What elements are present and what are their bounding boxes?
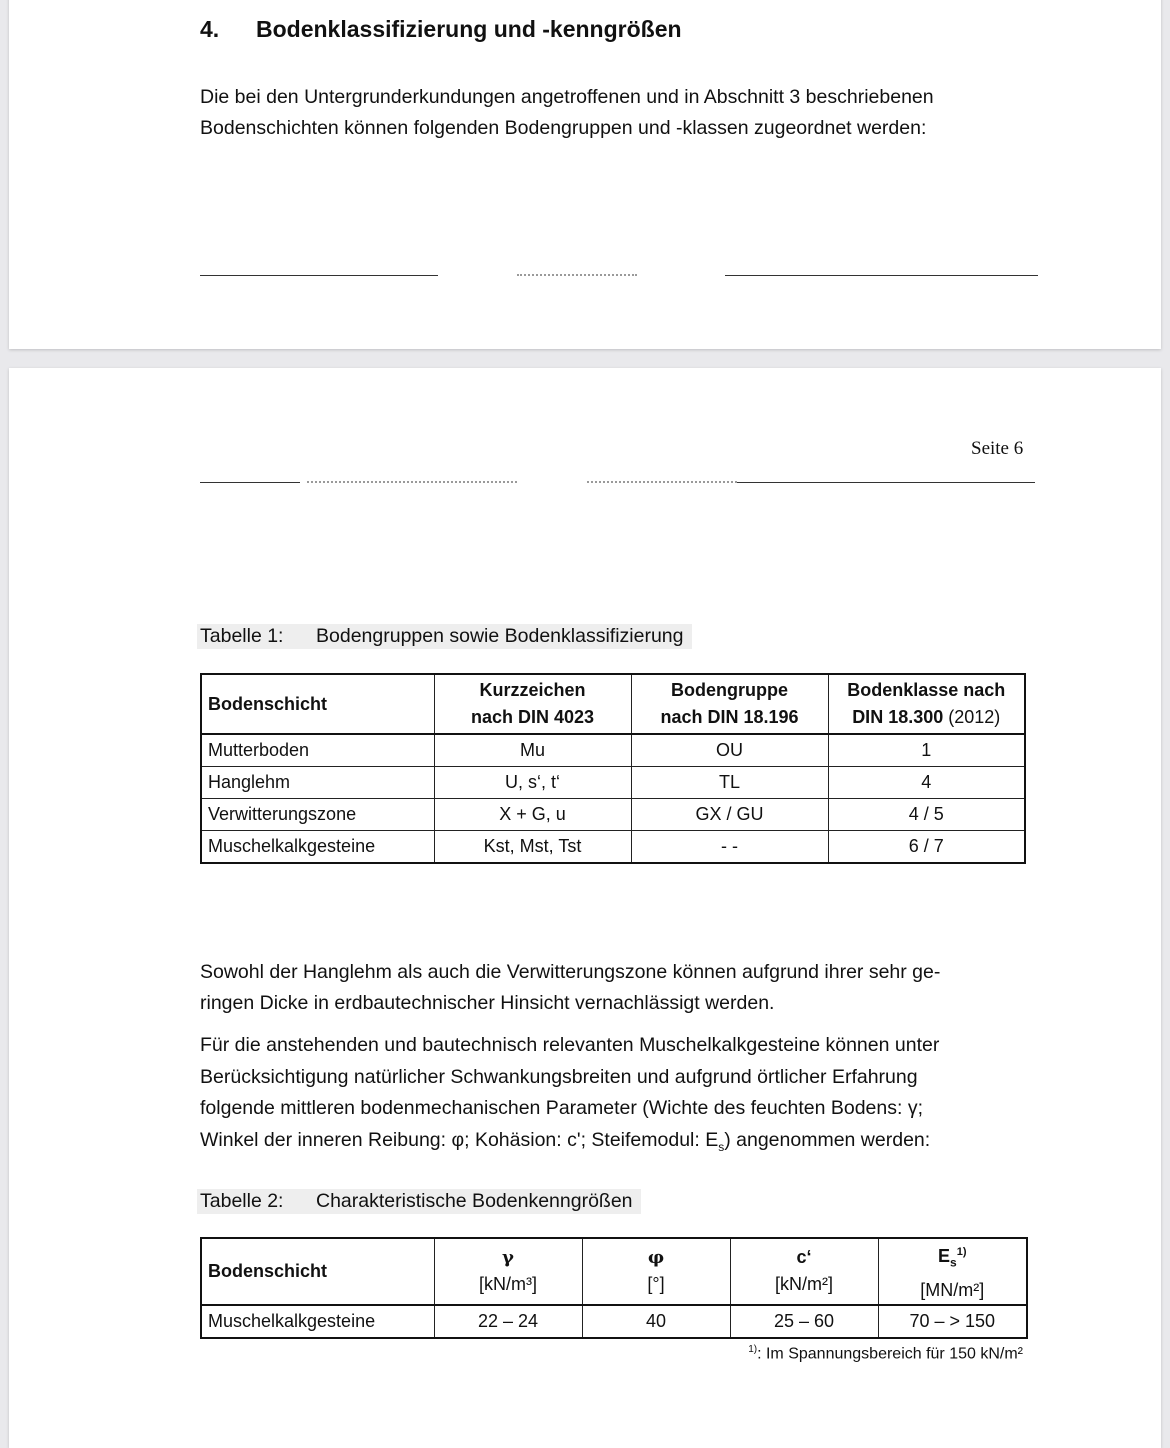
- soil-classification-table: [200, 673, 1026, 864]
- page-number: Seite 6: [971, 438, 1024, 459]
- cell-layer: Hanglehm: [201, 767, 434, 799]
- table1-caption-text: Bodengruppen sowie Bodenklassifizierung: [316, 625, 684, 647]
- intro-paragraph: [200, 82, 934, 143]
- table1-caption-label: Tabelle 1:: [200, 625, 284, 647]
- cell-group: TL: [631, 767, 828, 799]
- table2-footnote: $^{1)}$: Im Spannungsbereich für 150 kN/m²: [748, 1344, 1023, 1363]
- redacted-mark: [307, 481, 517, 483]
- document-page-5: [9, 0, 1161, 349]
- paragraph-line: Sowohl der Hanglehm als auch die Verwitterungszone können aufgrund ihrer sehr ge-: [200, 961, 941, 983]
- footer-rule: [200, 275, 438, 276]
- cell-cohesion: 25 – 60: [730, 1305, 878, 1338]
- paragraph-line: Berücksichtigung natürlicher Schwankungsbreiten und aufgrund örtlicher Erfahrung: [200, 1065, 918, 1088]
- cell-group: - -: [631, 831, 828, 864]
- table-row: [201, 734, 1025, 767]
- cell-layer: Muschelkalkgesteine: [201, 1305, 434, 1338]
- cell-code: Mu: [434, 734, 631, 767]
- table-header-row: [201, 1238, 1027, 1305]
- table2-caption: [197, 1189, 641, 1214]
- paragraph-line: Winkel der inneren Reibung: φ; Kohäsion: c'; Steifemodul: $E_s$) angenommen werden:: [200, 1128, 931, 1154]
- header-bodenschicht: Bodenschicht: [201, 1238, 434, 1305]
- paragraph-negligible-layers: [200, 957, 940, 1018]
- header-bodengruppe: Bodengruppe nach DIN 18.196: [631, 674, 828, 734]
- header-cohesion: c‘ [kN/m²]: [730, 1238, 878, 1305]
- header-modulus: $E_s^{1)}$ [MN/m²]: [878, 1238, 1027, 1305]
- intro-line: Die bei den Untergrunderkundungen angetroffenen und in Abschnitt 3 beschriebenen: [200, 86, 934, 108]
- section-number: 4.: [200, 16, 220, 42]
- paragraph-line: folgende mittleren bodenmechanischen Parameter (Wichte des feuchten Bodens: γ;: [200, 1097, 923, 1119]
- section-title: Bodenklassifizierung und -kenngrößen: [256, 16, 682, 42]
- soil-parameters-table: [200, 1237, 1028, 1339]
- redacted-mark: [587, 481, 737, 483]
- cell-layer: Verwitterungszone: [201, 799, 434, 831]
- redacted-mark: [517, 274, 637, 276]
- paragraph-line: Für die anstehenden und bautechnisch relevanten Muschelkalkgesteine können unter: [200, 1034, 940, 1056]
- section-heading: [200, 16, 682, 43]
- cell-group: GX / GU: [631, 799, 828, 831]
- table-row: [201, 831, 1025, 864]
- table-row: [201, 799, 1025, 831]
- table1-caption: [197, 624, 692, 649]
- table-row: [201, 767, 1025, 799]
- table2-caption-text: Charakteristische Bodenkenngrößen: [316, 1190, 633, 1212]
- table-row: [201, 1305, 1027, 1338]
- header-phi: φ [°]: [582, 1238, 730, 1305]
- header-bodenschicht: Bodenschicht: [201, 674, 434, 734]
- table-header-row: [201, 674, 1025, 734]
- table2-caption-label: Tabelle 2:: [200, 1190, 284, 1212]
- document-page-6: [9, 368, 1161, 1448]
- cell-gamma: 22 – 24: [434, 1305, 582, 1338]
- header-rule: [200, 482, 300, 483]
- cell-phi: 40: [582, 1305, 730, 1338]
- header-kurzzeichen: Kurzzeichen nach DIN 4023: [434, 674, 631, 734]
- cell-layer: Muschelkalkgesteine: [201, 831, 434, 864]
- cell-layer: Mutterboden: [201, 734, 434, 767]
- cell-class: 4 / 5: [828, 799, 1025, 831]
- cell-group: OU: [631, 734, 828, 767]
- cell-class: 6 / 7: [828, 831, 1025, 864]
- cell-class: 1: [828, 734, 1025, 767]
- header-rule: [737, 482, 1035, 483]
- cell-code: Kst, Mst, Tst: [434, 831, 631, 864]
- cell-class: 4: [828, 767, 1025, 799]
- cell-code: X + G, u: [434, 799, 631, 831]
- paragraph-line: ringen Dicke in erdbautechnischer Hinsicht vernachlässigt werden.: [200, 991, 775, 1014]
- header-gamma: γ [kN/m³]: [434, 1238, 582, 1305]
- footer-rule: [725, 275, 1038, 276]
- intro-line: Bodenschichten können folgenden Bodengruppen und -klassen zugeordnet werden:: [200, 116, 927, 139]
- header-bodenklasse: Bodenklasse nach DIN 18.300 (2012): [828, 674, 1025, 734]
- cell-code: U, s‘, t‘: [434, 767, 631, 799]
- cell-modulus: 70 – > 150: [878, 1305, 1027, 1338]
- paragraph-parameters: [200, 1030, 939, 1163]
